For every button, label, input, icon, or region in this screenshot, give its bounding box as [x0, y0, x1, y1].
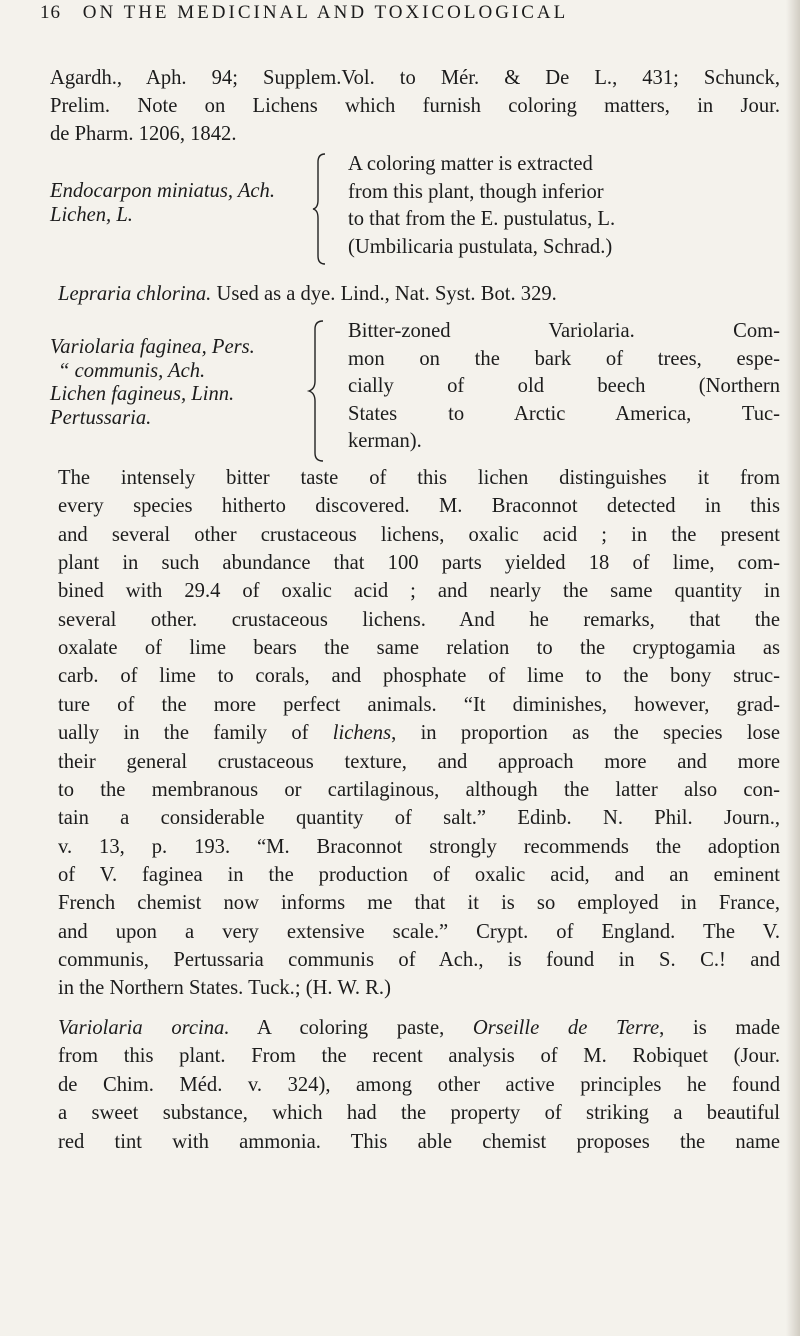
species-name: Lichen fagineus, Linn.	[50, 383, 235, 405]
text-line: ture of the more perfect animals. “It diminishes, however, grad-	[58, 693, 780, 716]
entry-text: Used as a dye. Lind., Nat. Syst. Bot. 329.	[211, 283, 557, 305]
text-line: oxalate of lime bears the same relation to the cryptogamia as	[58, 637, 780, 660]
entry-text: , is made	[659, 1017, 780, 1039]
text-line: ually in the family of lichens, in proportion as the species lose	[58, 722, 780, 745]
text-line: from this plant. From the recent analysis of M. Robiquet (Jour.	[58, 1045, 780, 1067]
text-line: v. 13, p. 193. “M. Braconnot strongly recommends the adoption	[58, 835, 780, 858]
desc-line: to that from the E. pustulatus, L.	[348, 208, 616, 230]
brace-icon	[306, 319, 326, 463]
text-line: French chemist now informs me that it is so employed in France,	[58, 892, 780, 915]
text-line: plant in such abundance that 100 parts yielded 18 of lime, com-	[58, 552, 780, 575]
page-number: 16	[40, 2, 61, 23]
text-line: de Pharm. 1206, 1842.	[50, 123, 237, 145]
species-name: Pertussaria.	[50, 406, 152, 429]
text-line: of V. faginea in the production of oxalic acid, and an eminent	[58, 863, 780, 886]
species-names	[50, 336, 255, 430]
text-line: their general crustaceous texture, and approach more and more	[58, 750, 780, 773]
text-line: every species hitherto discovered. M. Braconnot detected in this	[58, 495, 780, 518]
species-name: Lichen, L.	[50, 204, 133, 226]
entry-text: A coloring paste,	[229, 1017, 473, 1039]
running-title: ON THE MEDICINAL AND TOXICOLOGICAL	[82, 2, 569, 23]
desc-line: cially of old beech (Northern	[348, 375, 780, 397]
page-edge	[786, 0, 800, 1336]
desc-line: States to Arctic America, Tuc-	[348, 402, 780, 425]
species-description	[348, 151, 780, 261]
text-line: tain a considerable quantity of salt.” Edinb. N. Phil. Journ.,	[58, 807, 780, 830]
desc-line: mon on the bark of trees, espe-	[348, 347, 780, 370]
text-line: red tint with ammonia. This able chemist proposes the name	[58, 1130, 780, 1153]
text-line: The intensely bitter taste of this lichen distinguishes it from	[58, 467, 780, 489]
text-line: in the Northern States. Tuck.; (H. W. R.)	[58, 977, 391, 1000]
entry-text-italic: Orseille de Terre	[472, 1017, 660, 1039]
species-name: Variolaria faginea, Pers.	[50, 336, 255, 358]
text-line: communis, Pertussaria communis of Ach., is found in S. C.! and	[58, 948, 780, 971]
desc-line: from this plant, though inferior	[348, 180, 604, 203]
text-line: a sweet substance, which had the property of striking a beautiful	[58, 1102, 780, 1124]
text-line: Agardh., Aph. 94; Supplem.Vol. to Mér. & De L., 431; Schunck,	[50, 67, 780, 89]
text-line: carb. of lime to corals, and phosphate of lime to the bony struc-	[58, 665, 780, 688]
desc-line: A coloring matter is extracted	[348, 153, 593, 175]
text-line: and several other crustaceous lichens, oxalic acid ; in the present	[58, 523, 780, 546]
desc-line: (Umbilicaria pustulata, Schrad.)	[348, 235, 613, 258]
running-header	[40, 2, 780, 32]
text-line: several other. crustaceous lichens. And he remarks, that the	[58, 608, 780, 631]
species-name: Variolaria orcina.	[58, 1017, 230, 1039]
entry-orcina-first-line	[58, 1014, 780, 1042]
text-line: to the membranous or cartilaginous, although the latter also con-	[58, 778, 780, 801]
species-name: “ communis, Ach.	[58, 359, 206, 382]
text-line: de Chim. Méd. v. 324), among other active principles he found	[58, 1073, 780, 1096]
species-description	[348, 318, 780, 456]
species-name: Lepraria chlorina.	[58, 283, 212, 305]
brace-icon	[310, 152, 328, 266]
desc-line: kerman).	[348, 430, 422, 452]
desc-line: Bitter-zoned Variolaria. Com-	[348, 320, 780, 342]
species-name: Endocarpon miniatus, Ach.	[50, 180, 275, 202]
species-names	[50, 179, 275, 227]
entry-lepraria	[58, 280, 780, 308]
text-line: and upon a very extensive scale.” Crypt. of England. The V.	[58, 920, 780, 943]
text-line: Prelim. Note on Lichens which furnish coloring matters, in Jour.	[50, 95, 780, 117]
text-line: bined with 29.4 of oxalic acid ; and nearly the same quantity in	[58, 580, 780, 603]
